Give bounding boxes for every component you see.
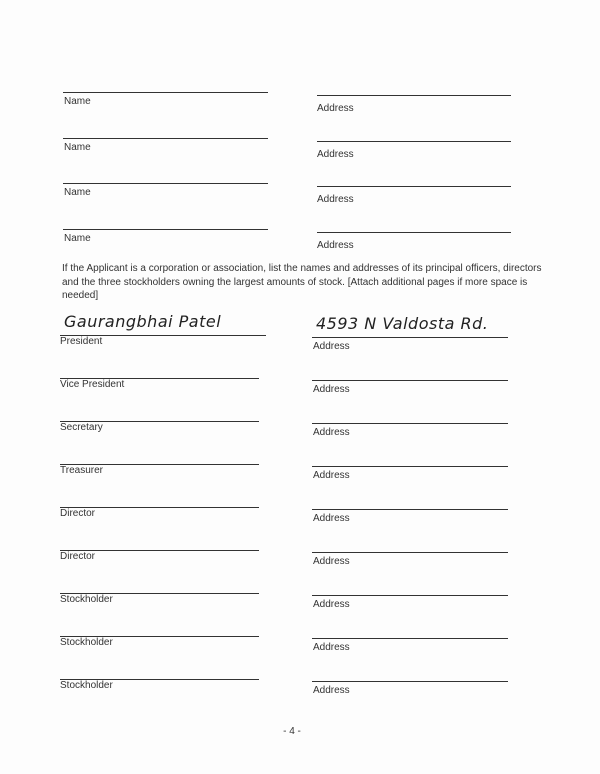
name-field-line[interactable] [63,138,268,139]
name-label: Name [64,187,91,198]
officer-role-label: Stockholder [60,594,113,605]
name-field-line[interactable] [63,183,268,184]
officer-address-label: Address [313,513,350,524]
officer-address-line[interactable] [312,509,508,510]
officer-address-line[interactable] [312,423,508,424]
name-label: Name [64,96,91,107]
address-label: Address [317,103,354,114]
officer-role-label: Director [60,508,96,519]
name-label: Name [64,141,91,153]
address-field-line[interactable] [317,141,511,142]
instructions-text: If the Applicant is a corporation or association, list the names and addresses of its principal officers, directors and the three stockholders owning the largest amounts of stock. [Attach additional pages if more space is needed] [62,263,542,301]
handwritten-name: Gaurangbhai Patel [64,312,222,331]
officer-address-label: Address [313,384,350,395]
officer-address-label: Address [313,427,350,438]
address-field-line[interactable] [317,232,511,233]
officer-address-line[interactable] [312,380,508,381]
officer-address-line[interactable] [312,337,508,338]
officer-address-line[interactable] [312,466,508,467]
handwritten-address: 4593 N Valdosta Rd. [316,314,489,333]
officer-role-label: Treasurer [60,465,103,476]
officer-address-line[interactable] [312,638,508,639]
address-label: Address [317,239,354,251]
officer-role-label: Secretary [60,422,103,433]
officer-role-label: Stockholder [60,637,113,648]
name-field-line[interactable] [63,92,268,93]
officer-address-label: Address [313,556,350,567]
name-field-line[interactable] [63,229,268,230]
officer-address-label: Address [313,341,350,352]
page-number: - 4 - [283,726,301,737]
address-field-line[interactable] [317,95,511,96]
address-label: Address [317,148,354,160]
officer-address-line[interactable] [312,595,508,596]
officer-role-label: Stockholder [60,680,113,691]
officer-address-line[interactable] [312,552,508,553]
officer-address-line[interactable] [312,681,508,682]
address-label: Address [317,194,354,205]
officer-role-label: Director [60,551,96,562]
officer-address-label: Address [313,599,350,610]
officer-role-label: President [60,336,103,347]
officer-address-label: Address [313,470,350,481]
officer-address-label: Address [313,685,350,696]
officer-role-label: Vice President [60,379,125,390]
address-field-line[interactable] [317,186,511,187]
officer-address-label: Address [313,642,350,653]
name-label: Name [64,232,91,244]
